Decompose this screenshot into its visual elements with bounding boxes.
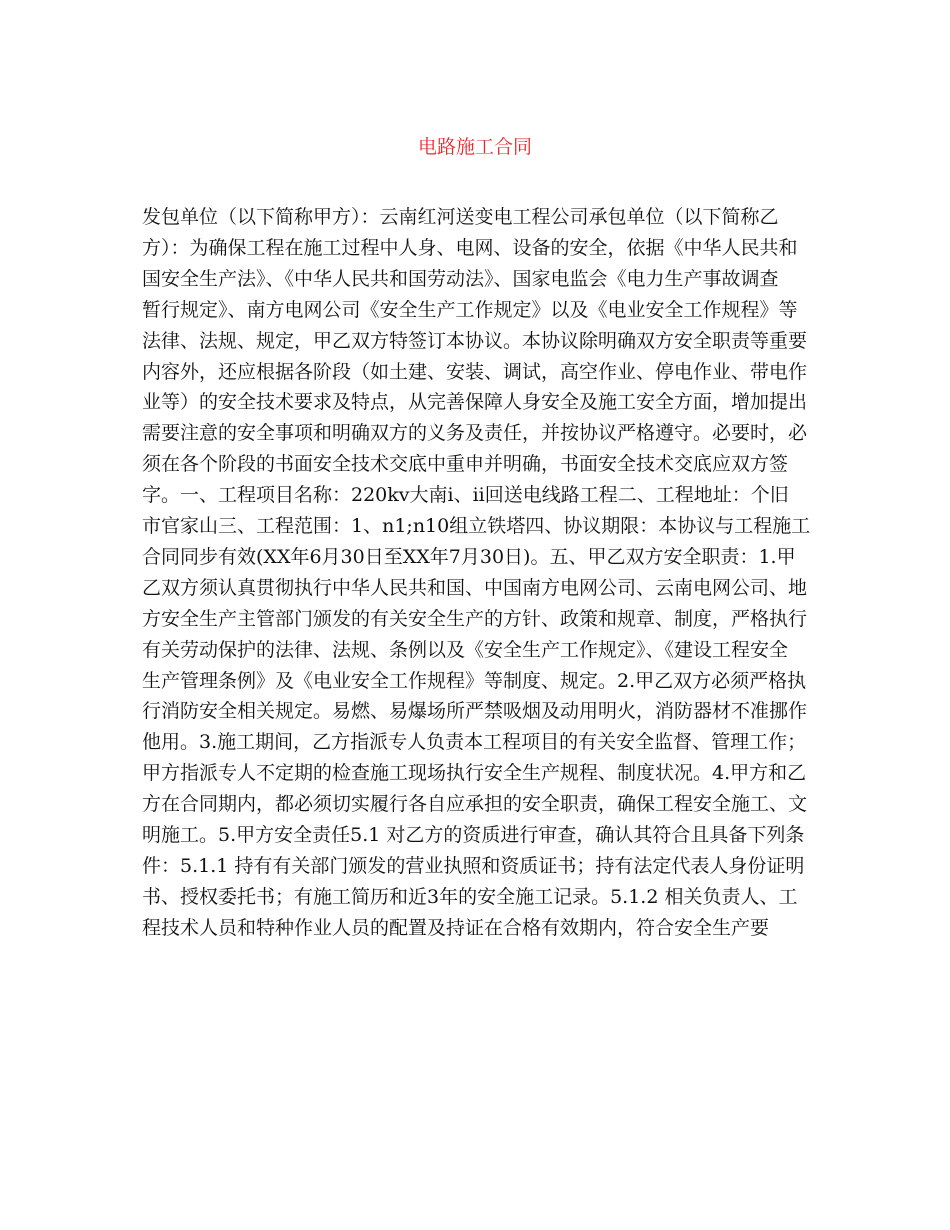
body-line: 行消防安全相关规定。易燃、易爆场所严禁吸烟及动用明火，消防器材不准挪作	[142, 700, 808, 723]
body-line: 内容外，还应根据各阶段（如土建、安装、调试，高空作业、停电作业、带电作	[142, 360, 808, 383]
body-line: 合同同步有效(XX年6月30日至XX年7月30日)。五、甲乙双方安全职责：1.甲	[142, 545, 796, 568]
body-line: 明施工。5.甲方安全责任5.1 对乙方的资质进行审查，确认其符合且具备下列条	[142, 824, 805, 846]
body-line: 有关劳动保护的法律、法规、条例以及《安全生产工作规定》、《建设工程安全	[142, 638, 789, 661]
body-line: 生产管理条例》及《电业安全工作规程》等制度、规定。2.甲乙双方必须严格执	[142, 669, 807, 692]
body-line: 市官家山三、工程范围：1、n1;n10组立铁塔四、协议期限：本协议与工程施工	[142, 515, 811, 537]
body-line: 暂行规定》、南方电网公司《安全生产工作规定》以及《电业安全工作规程》等	[142, 298, 798, 321]
body-line: 字。一、工程项目名称：220kv大南i、ii回送电线路工程二、工程地址：个旧	[142, 484, 789, 507]
body-line: 发包单位（以下简称甲方）：云南红河送变电工程公司承包单位（以下简称乙	[142, 206, 779, 228]
body-line: 件：5.1.1 持有有关部门颁发的营业执照和资质证书；持有法定代表人身份证明	[142, 854, 805, 877]
body-line: 须在各个阶段的书面安全技术交底中重申并明确，书面安全技术交底应双方签	[142, 453, 789, 476]
body-line: 方）：为确保工程在施工过程中人身、电网、设备的安全，依据《中华人民共和	[142, 236, 798, 259]
body-line: 甲方指派专人不定期的检查施工现场执行安全生产规程、制度状况。4.甲方和乙	[142, 762, 807, 785]
body-line: 乙双方须认真贯彻执行中华人民共和国、中国南方电网公司、云南电网公司、地	[142, 576, 808, 599]
body-line: 他用。3.施工期间，乙方指派专人负责本工程项目的有关安全监督、管理工作；	[142, 731, 807, 754]
body-line: 方安全生产主管部门颁发的有关安全生产的方针、政策和规章、制度，严格执行	[142, 607, 808, 630]
body-line: 法律、法规、规定，甲乙双方特签订本协议。本协议除明确双方安全职责等重要	[142, 329, 808, 352]
body-line: 方在合同期内，都必须切实履行各自应承担的安全职责，确保工程安全施工、文	[142, 793, 808, 816]
body-line: 需要注意的安全事项和明确双方的义务及责任，并按协议严格遵守。必要时，必	[142, 422, 808, 445]
document-title: 电路施工合同	[417, 136, 532, 158]
body-line: 程技术人员和特种作业人员的配置及持证在合格有效期内，符合安全生产要	[142, 916, 770, 939]
body-line: 书、授权委托书；有施工简历和近3年的安全施工记录。5.1.2 相关负责人、工	[142, 885, 798, 908]
body-line: 业等）的安全技术要求及特点，从完善保障人身安全及施工安全方面，增加提出	[142, 391, 808, 414]
body-line: 国安全生产法》、《中华人民共和国劳动法》、国家电监会《电力生产事故调查	[142, 267, 779, 290]
